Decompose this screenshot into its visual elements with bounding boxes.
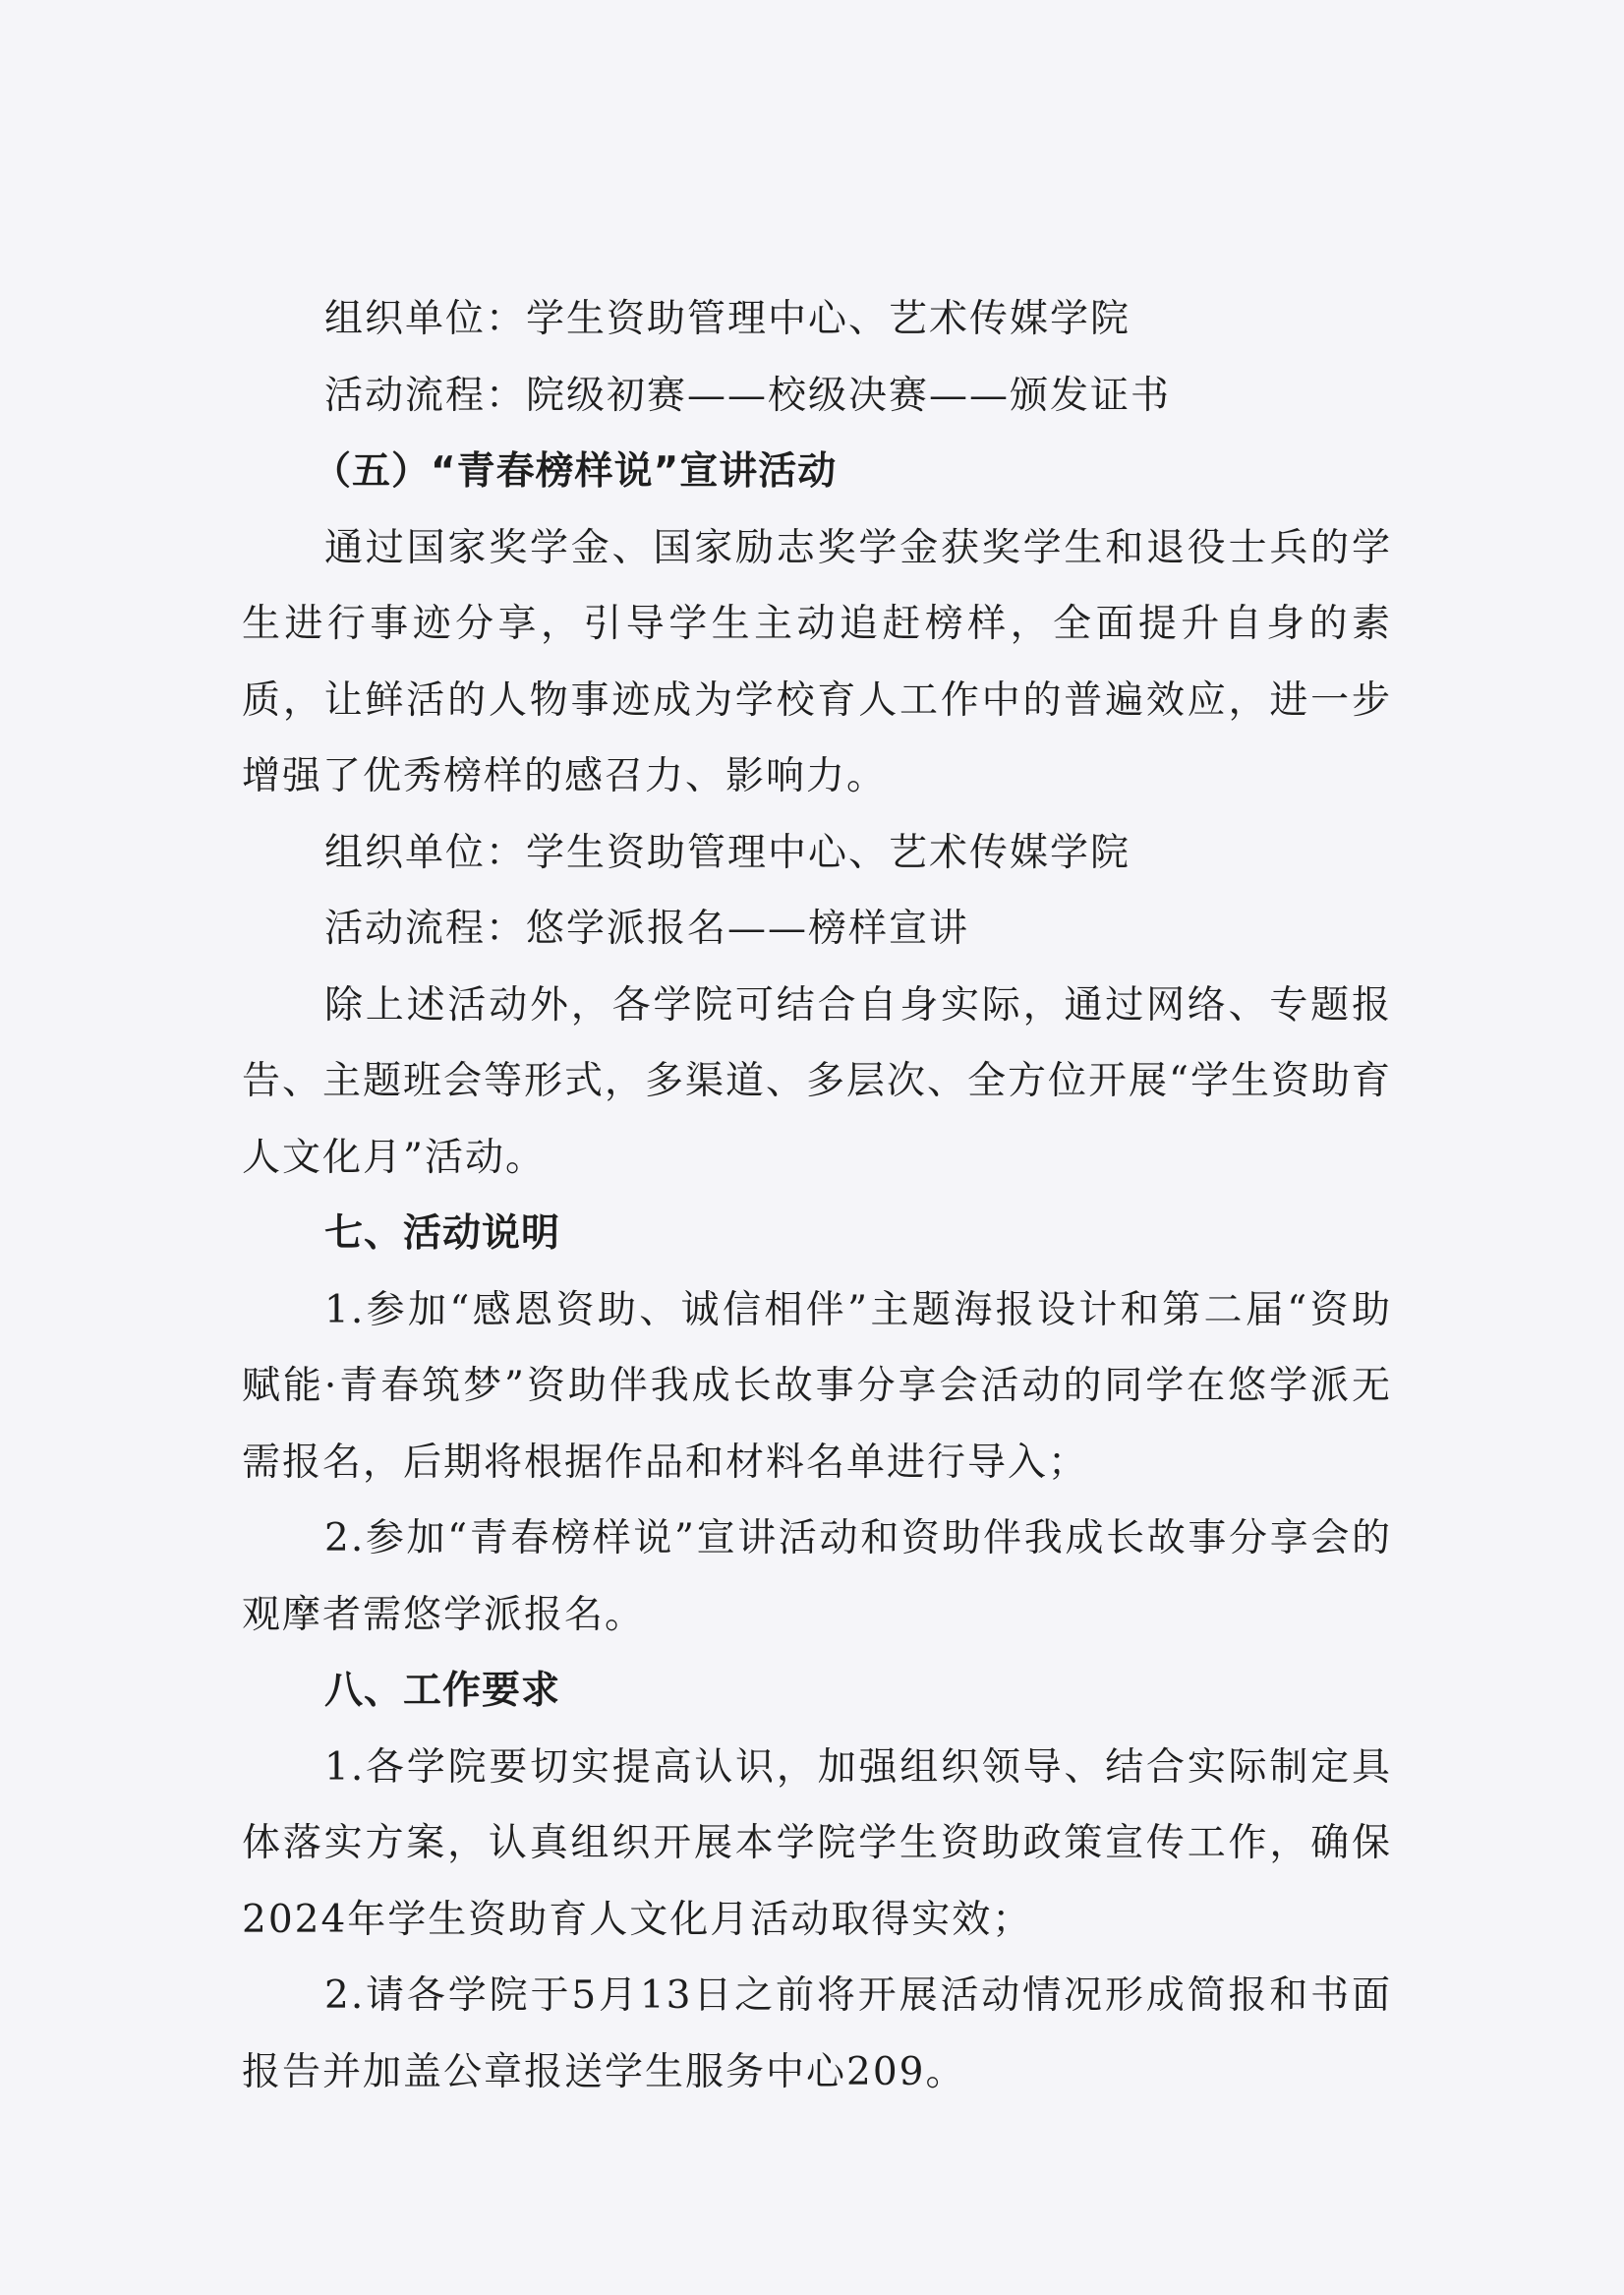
- note-item-2: 2.参加“青春榜样说”宣讲活动和资助伴我成长故事分享会的观摩者需悠学派报名。: [242, 1516, 1392, 1637]
- org-unit-line: 组织单位：学生资助管理中心、艺术传媒学院: [324, 830, 1131, 875]
- requirement-item-1: 1.各学院要切实提高认识，加强组织领导、结合实际制定具体落实方案，认真组织开展本学院学生资助政策宣传工作，确保2024年学生资助育人文化月活动取得实效；: [242, 1744, 1392, 1942]
- org-unit-line: 组织单位：学生资助管理中心、艺术传媒学院: [324, 297, 1131, 341]
- note-item-1: 1.参加“感恩资助、诚信相伴”主题海报设计和第二届“资助赋能·青春筑梦”资助伴我成长故事分享会活动的同学在悠学派无需报名，后期将根据作品和材料名单进行导入；: [242, 1287, 1392, 1485]
- activity-flow-line: 活动流程：悠学派报名——榜样宣讲: [324, 907, 970, 951]
- section-body-5: 通过国家奖学金、国家励志奖学金获奖学生和退役士兵的学生进行事迹分享，引导学生主动追赶榜样，全面提升自身的素质，让鲜活的人物事迹成为学校育人工作中的普遍效应，进一步增强了优秀榜样的感召力、影响力。: [242, 525, 1392, 798]
- section-heading-8: 八、工作要求: [324, 1669, 561, 1713]
- requirement-item-2: 2.请各学院于5月13日之前将开展活动情况形成简报和书面报告并加盖公章报送学生服务中心209。: [242, 1973, 1392, 2094]
- document-body: [242, 281, 1392, 2110]
- extra-activities-paragraph: 除上述活动外，各学院可结合自身实际，通过网络、专题报告、主题班会等形式，多渠道、多层次、全方位开展“学生资助育人文化月”活动。: [242, 982, 1392, 1180]
- section-heading-5: （五）“青春榜样说”宣讲活动: [313, 449, 838, 494]
- activity-flow-line: 活动流程：院级初赛——校级决赛——颁发证书: [324, 373, 1172, 418]
- section-heading-7: 七、活动说明: [324, 1211, 561, 1256]
